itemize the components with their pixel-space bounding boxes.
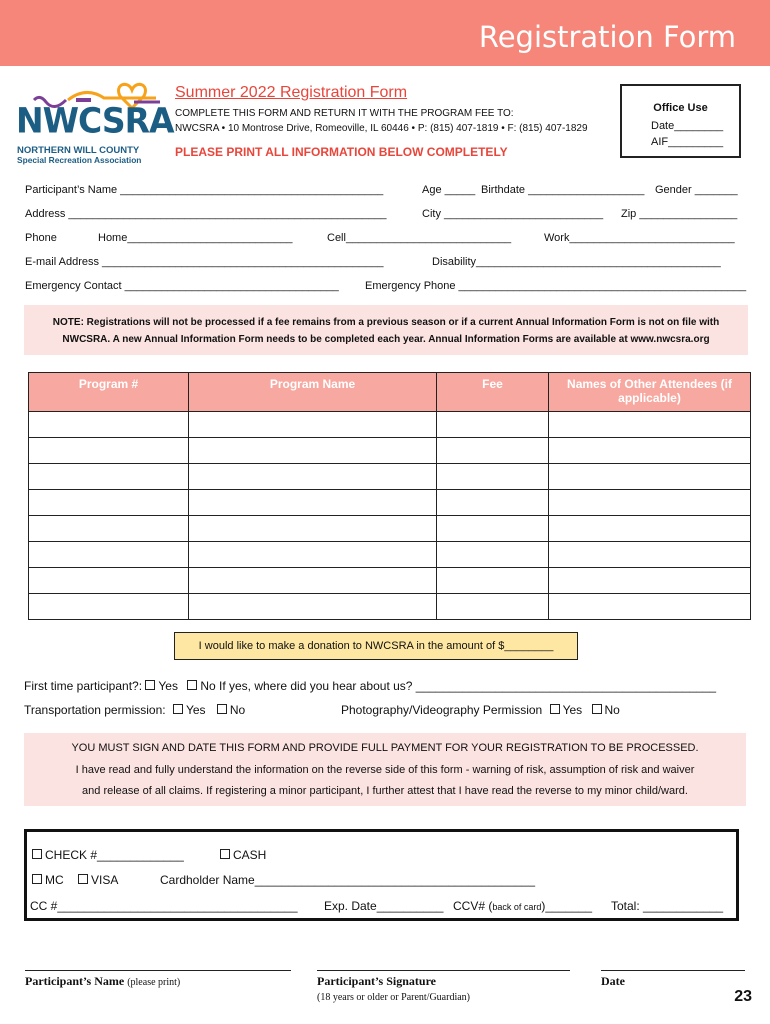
fee-cell[interactable]: [437, 516, 549, 542]
other-attendees-cell[interactable]: [549, 438, 751, 464]
office-use-title: Office Use: [653, 102, 708, 114]
program-name-cell[interactable]: [189, 464, 437, 490]
logo-subtitle-1: NORTHERN WILL COUNTY: [17, 145, 140, 156]
photo-no-label: No: [604, 703, 620, 717]
program-number-cell[interactable]: [29, 464, 189, 490]
address-field[interactable]: Address ____________________________________________________: [25, 208, 387, 220]
city-field[interactable]: City __________________________: [422, 208, 604, 220]
photo-yes-label: Yes: [562, 703, 583, 717]
note-text: [24, 314, 748, 348]
sign-notice-line-3: and release of all claims. If registering a minor participant, I further attest that I have read the reverse to my minor child/ward.: [82, 785, 688, 797]
logo-wordmark: NWCSRA: [16, 100, 174, 141]
visa-checkbox[interactable]: [78, 874, 88, 884]
ccv-field[interactable]: [453, 899, 592, 913]
ccv-suffix: )_______: [541, 899, 593, 913]
address-line: NWCSRA • 10 Montrose Drive, Romeoville, IL 60446 • P: (815) 407-1819 • F: (815) 407-1829: [175, 123, 588, 134]
fee-cell[interactable]: [437, 412, 549, 438]
first-time-yes-label: Yes: [158, 679, 178, 693]
program-number-cell[interactable]: [29, 542, 189, 568]
check-checkbox[interactable]: [32, 849, 42, 859]
cc-number-field[interactable]: CC #____________________________________: [30, 899, 298, 913]
fee-cell[interactable]: [437, 542, 549, 568]
other-attendees-cell[interactable]: [549, 594, 751, 620]
first-time-no-checkbox[interactable]: [187, 680, 197, 690]
work-phone-field[interactable]: Work___________________________: [544, 232, 735, 244]
other-attendees-cell[interactable]: [549, 516, 751, 542]
office-aif-field[interactable]: AIF_________: [651, 136, 724, 148]
office-use-box: [620, 84, 741, 158]
col-fee: Fee: [437, 373, 549, 412]
exp-date-field[interactable]: Exp. Date__________: [324, 899, 444, 913]
participant-name-label: [25, 974, 180, 989]
birthdate-field[interactable]: Birthdate ___________________: [481, 184, 645, 196]
signature-line[interactable]: [317, 970, 570, 971]
hear-about-field[interactable]: If yes, where did you hear about us? _____________________________________________: [219, 679, 717, 693]
note-line-1: NOTE: Registrations will not be processed if a fee remains from a previous season or if a current Annual Information Form is not on file with: [52, 317, 720, 328]
zip-field[interactable]: Zip ________________: [621, 208, 738, 220]
visa-label: VISA: [91, 873, 119, 887]
cell-phone-field[interactable]: Cell___________________________: [327, 232, 512, 244]
program-number-cell[interactable]: [29, 412, 189, 438]
phone-label: Phone: [25, 232, 57, 244]
transportation-label: Transportation permission:: [24, 703, 166, 717]
other-attendees-cell[interactable]: [549, 412, 751, 438]
page-number: 23: [734, 988, 752, 1005]
disability-field[interactable]: Disability________________________________________: [432, 256, 721, 268]
program-table-header: [29, 373, 751, 412]
program-row: [29, 412, 751, 438]
program-name-cell[interactable]: [189, 594, 437, 620]
participant-signature-label: Participant’s Signature: [317, 974, 436, 988]
transportation-no-checkbox[interactable]: [217, 704, 227, 714]
logo-subtitle-2: Special Recreation Association: [17, 155, 142, 165]
program-row: [29, 542, 751, 568]
program-row: [29, 464, 751, 490]
mc-checkbox[interactable]: [32, 874, 42, 884]
donation-box[interactable]: I would like to make a donation to NWCSRA in the amount of $________: [174, 632, 578, 660]
check-option[interactable]: [32, 848, 184, 862]
program-row: [29, 438, 751, 464]
program-name-cell[interactable]: [189, 516, 437, 542]
name-signature-line[interactable]: [25, 970, 291, 971]
participant-name-field[interactable]: Participant’s Name ___________________________________________: [25, 184, 384, 196]
program-row: [29, 490, 751, 516]
office-date-field[interactable]: Date________: [651, 120, 724, 132]
participant-name-hint: (please print): [127, 977, 181, 988]
home-phone-field[interactable]: Home___________________________: [98, 232, 293, 244]
col-program-name: Program Name: [189, 373, 437, 412]
first-time-yes-checkbox[interactable]: [145, 680, 155, 690]
other-attendees-cell[interactable]: [549, 568, 751, 594]
fee-cell[interactable]: [437, 490, 549, 516]
other-attendees-cell[interactable]: [549, 490, 751, 516]
transportation-no-label: No: [229, 703, 246, 717]
gender-field[interactable]: Gender _______: [655, 184, 738, 196]
program-row: [29, 568, 751, 594]
banner-title: Registration Form: [478, 20, 736, 54]
fee-cell[interactable]: [437, 594, 549, 620]
program-name-cell[interactable]: [189, 412, 437, 438]
program-name-cell[interactable]: [189, 568, 437, 594]
photo-yes-checkbox[interactable]: [550, 704, 560, 714]
participant-name-label-text: Participant’s Name: [25, 974, 125, 988]
program-name-cell[interactable]: [189, 490, 437, 516]
program-number-cell[interactable]: [29, 490, 189, 516]
photo-no-checkbox[interactable]: [592, 704, 602, 714]
email-field[interactable]: E-mail Address ______________________________________________: [25, 256, 384, 268]
other-attendees-cell[interactable]: [549, 464, 751, 490]
program-name-cell[interactable]: [189, 438, 437, 464]
cardholder-field[interactable]: Cardholder Name__________________________________________: [160, 873, 536, 887]
program-number-cell[interactable]: [29, 594, 189, 620]
photo-question: [341, 703, 620, 717]
print-note: PLEASE PRINT ALL INFORMATION BELOW COMPLETELY: [175, 145, 508, 159]
other-attendees-cell[interactable]: [549, 542, 751, 568]
visa-option[interactable]: [78, 873, 118, 887]
col-other-attendees: Names of Other Attendees (if applicable): [549, 373, 751, 412]
program-number-cell[interactable]: [29, 568, 189, 594]
check-label: CHECK #_____________: [45, 848, 184, 862]
return-instruction: COMPLETE THIS FORM AND RETURN IT WITH THE PROGRAM FEE TO:: [175, 108, 514, 119]
program-row: [29, 516, 751, 542]
transportation-question: [24, 703, 245, 717]
mc-option[interactable]: [32, 873, 64, 887]
program-number-cell[interactable]: [29, 516, 189, 542]
program-number-cell[interactable]: [29, 438, 189, 464]
transportation-yes-checkbox[interactable]: [173, 704, 183, 714]
ccv-prefix: CCV# (: [453, 899, 493, 913]
fee-cell[interactable]: [437, 464, 549, 490]
transportation-yes-label: Yes: [185, 703, 206, 717]
cash-label: CASH: [233, 848, 267, 862]
ccv-hint: back of card: [492, 902, 542, 912]
signature-hint: (18 years or older or Parent/Guardian): [317, 992, 470, 1003]
sign-notice-line-1: YOU MUST SIGN AND DATE THIS FORM AND PROVIDE FULL PAYMENT FOR YOUR REGISTRATION TO BE PROCESSED.: [71, 742, 699, 754]
photo-label: Photography/Videography Permission: [341, 703, 543, 717]
fee-cell[interactable]: [437, 568, 549, 594]
cash-checkbox[interactable]: [220, 849, 230, 859]
program-row: [29, 594, 751, 620]
age-field[interactable]: Age _____: [422, 184, 476, 196]
form-title: Summer 2022 Registration Form: [175, 84, 408, 101]
first-time-question: [24, 679, 716, 693]
date-signature-line[interactable]: [601, 970, 745, 971]
first-time-label: First time participant?:: [24, 679, 143, 693]
program-table: [28, 372, 751, 620]
total-field[interactable]: Total: ____________: [611, 899, 724, 913]
fee-cell[interactable]: [437, 438, 549, 464]
date-label: Date: [601, 974, 625, 988]
sign-notice-line-2: I have read and fully understand the information on the reverse side of this form - warning of risk, assumption of risk and waiver: [75, 764, 695, 776]
mc-label: MC: [45, 873, 64, 887]
note-line-2: NWCSRA. A new Annual Information Form needs to be completed each year. Annual Information Forms are available at www.nwcsra.org: [62, 334, 710, 345]
first-time-no-label: No: [200, 679, 216, 693]
col-program-number: Program #: [29, 373, 189, 412]
emergency-phone-field[interactable]: Emergency Phone _______________________________________________: [365, 280, 747, 292]
emergency-contact-field[interactable]: Emergency Contact ___________________________________: [25, 280, 339, 292]
cash-option[interactable]: [220, 848, 266, 862]
program-name-cell[interactable]: [189, 542, 437, 568]
